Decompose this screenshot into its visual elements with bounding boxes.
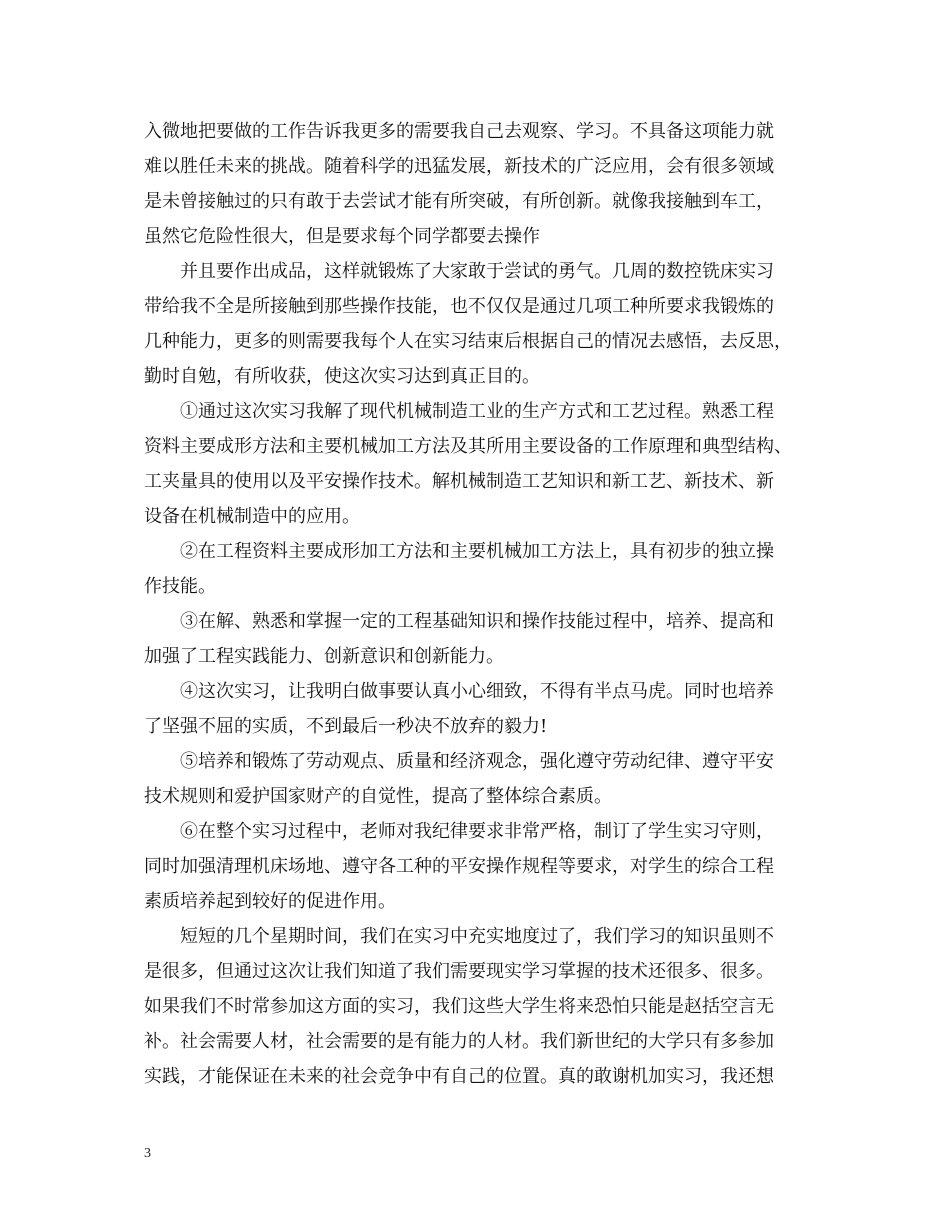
text-line: 资料主要成形方法和主要机械加工方法及其所用主要设备的工作原理和典型结构、 xyxy=(144,436,792,457)
page-number: 3 xyxy=(144,1146,151,1161)
text-line: 工夹量具的使用以及平安操作技术。解机械制造工艺知识和新工艺、新技术、新 xyxy=(144,471,774,492)
text-line: 带给我不全是所接触到那些操作技能，也不仅仅是通过几项工种所要求我锻炼的 xyxy=(144,296,774,317)
paragraph-start-line: 短短的几个星期时间，我们在实习中充实地度过了，我们学习的知识虽则不 xyxy=(180,926,774,947)
paragraph-start-line: ⑤培养和锻炼了劳动观点、质量和经济观念，强化遵守劳动纪律、遵守平安 xyxy=(180,751,774,772)
text-line: 了坚强不屈的实质，不到最后一秒决不放弃的毅力! xyxy=(144,716,548,737)
text-line: 虽然它危险性很大，但是要求每个同学都要去操作 xyxy=(144,226,540,247)
text-line: 勤时自勉，有所收获，使这次实习达到真正目的。 xyxy=(144,366,540,387)
text-line: 是未曾接触过的只有敢于去尝试才能有所突破，有所创新。就像我接触到车工， xyxy=(144,191,774,212)
paragraph-start-line: ②在工程资料主要成形加工方法和主要机械加工方法上，具有初步的独立操 xyxy=(180,541,774,562)
text-line: 几种能力，更多的则需要我每个人在实习结束后根据自己的情况去感悟，去反思， xyxy=(144,331,792,352)
paragraph-start-line: ①通过这次实习我解了现代机械制造工业的生产方式和工艺过程。熟悉工程 xyxy=(180,401,774,422)
paragraph-start-line: 并且要作出成品，这样就锻炼了大家敢于尝试的勇气。几周的数控铣床实习 xyxy=(180,261,774,282)
text-line: 难以胜任未来的挑战。随着科学的迅猛发展，新技术的广泛应用，会有很多领域 xyxy=(144,156,774,177)
text-line: 素质培养起到较好的促进作用。 xyxy=(144,891,396,912)
text-line: 入微地把要做的工作告诉我更多的需要我自己去观察、学习。不具备这项能力就 xyxy=(144,121,774,142)
paragraph-start-line: ③在解、熟悉和掌握一定的工程基础知识和操作技能过程中，培养、提高和 xyxy=(180,611,774,632)
text-line: 作技能。 xyxy=(144,576,216,597)
text-line: 加强了工程实践能力、创新意识和创新能力。 xyxy=(144,646,504,667)
text-line: 设备在机械制造中的应用。 xyxy=(144,506,360,527)
text-line: 实践，才能保证在未来的社会竞争中有自己的位置。真的敢谢机加实习，我还想 xyxy=(144,1066,774,1087)
text-line: 如果我们不时常参加这方面的实习，我们这些大学生将来恐怕只能是赵括空言无 xyxy=(144,996,774,1017)
text-line: 是很多，但通过这次让我们知道了我们需要现实学习掌握的技术还很多、很多。 xyxy=(144,961,774,982)
document-body xyxy=(144,114,824,1094)
text-line: 同时加强清理机床场地、遵守各工种的平安操作规程等要求，对学生的综合工程 xyxy=(144,856,774,877)
text-line: 技术规则和爱护国家财产的自觉性，提高了整体综合素质。 xyxy=(144,786,612,807)
paragraph-start-line: ④这次实习，让我明白做事要认真小心细致，不得有半点马虎。同时也培养 xyxy=(180,681,774,702)
paragraph-start-line: ⑥在整个实习过程中，老师对我纪律要求非常严格，制订了学生实习守则， xyxy=(180,821,774,842)
text-line: 补。社会需要人材，社会需要的是有能力的人材。我们新世纪的大学只有多参加 xyxy=(144,1031,774,1052)
